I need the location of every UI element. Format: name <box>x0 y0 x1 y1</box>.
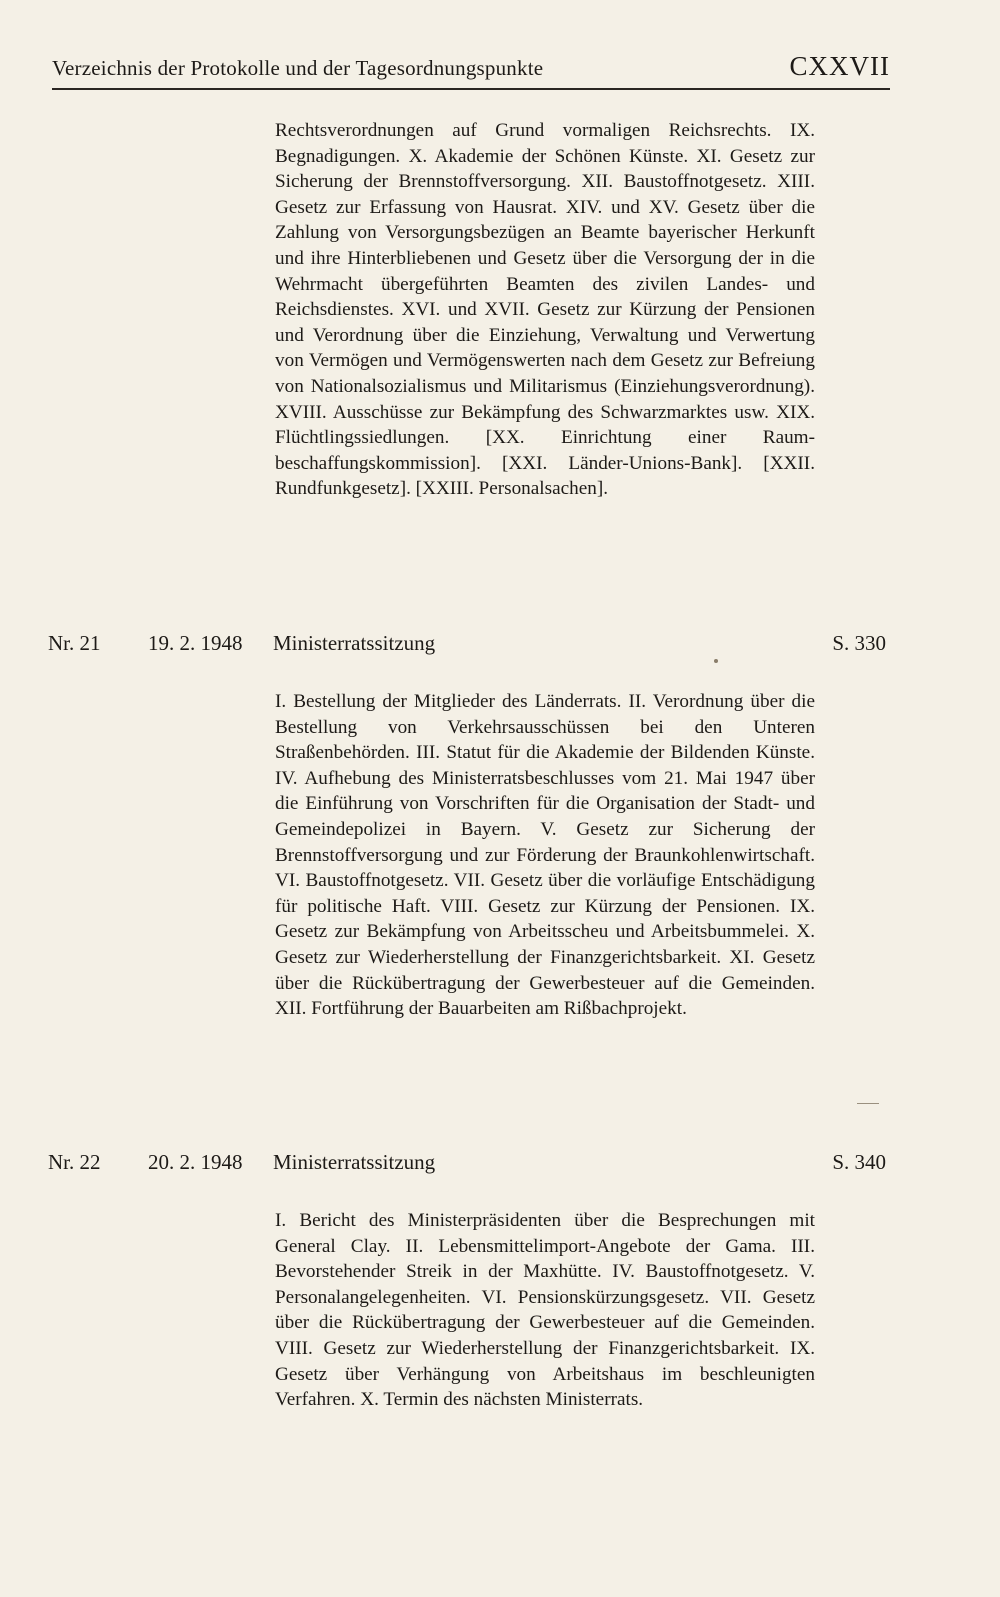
entry-number: Nr. 22 <box>48 1150 101 1174</box>
entry-page: S. 330 <box>832 631 886 655</box>
entry-title: Ministerratssitzung <box>273 1150 436 1174</box>
entry-row-nr21 <box>48 631 886 661</box>
entry-agenda-nr21: I. Bestellung der Mitglieder des Länderrats. II. Verordnung über die Bestellung von Verkehrsausschüssen bei den Unteren Straßenbehörden. III. Statut für die Akademie der Bildenden Künste. IV. Aufhebung des Ministerratsbeschlusses vom 21. Mai 1947 über die Einführung von Vorschriften für die Organisation der Stadt- und Gemeindepolizei in Bayern. V. Gesetz zur Sicherung der Brennstoffversorgung und zur Förderung der Braunkohlenwirtschaft. VI. Baustoffnotgesetz. VII. Gesetz über die vorläufige Entschädigung für politische Haft. VIII. Gesetz zur Kürzung der Pensionen. IX. Gesetz zur Bekämpfung von Arbeitsscheu und Arbeitsbummelei. X. Gesetz zur Wiederherstellung der Finanzgerichtsbarkeit. XI. Gesetz über die Rückübertragung der Gewerbesteuer auf die Gemeinden. XII. Fortführung der Bauarbeiten am Rißbachprojekt. <box>275 691 815 1020</box>
margin-dash <box>857 1103 879 1104</box>
entry-page: S. 340 <box>832 1150 886 1174</box>
running-title: Verzeichnis der Protokolle und der Tagesordnungspunkte <box>52 56 544 80</box>
entry-title: Ministerratssitzung <box>273 631 436 655</box>
entry-date: 19. 2. 1948 <box>148 631 243 655</box>
entry-date: 20. 2. 1948 <box>148 1150 243 1174</box>
entry-agenda-nr22: I. Bericht des Ministerpräsidenten über die Besprechungen mit General Clay. II. Lebensmittelimport-Angebote der Gama. III. Bevorstehender Streik in der Maxhütte. IV. Baustoffnotgesetz. V. Personalangelegenheiten. VI. Pensionskürzungsgesetz. VII. Gesetz über die Rückübertragung der Gewerbesteuer auf die Gemeinden. VIII. Gesetz zur Wiederherstellung der Finanzgerichtsbarkeit. IX. Gesetz über Verhängung von Arbeitshaus im beschleunigten Verfahren. X. Termin des nächsten Ministerrats. <box>275 1210 815 1411</box>
continuation-text: Rechtsverordnungen auf Grund vormaligen Reichsrechts. IX. Begnadigungen. X. Akademie der Schönen Künste. XI. Gesetz zur Sicherung der Brennstoffversorgung. XII. Baustoffnotgesetz. XIII. Gesetz zur Erfassung von Hausrat. XIV. und XV. Gesetz über die Zahlung von Versorgungsbezügen an Beamte bayerischer Herkunft und ihre Hinterbliebenen und Gesetz über die Versorgung der in die Wehrmacht übergeführten Beamten des zivilen Landes- und Reichsdienstes. XVI. und XVII. Gesetz zur Kürzung der Pensionen und Verordnung über die Einziehung, Verwaltung und Verwertung von Vermögen und Vermögenswerten nach dem Gesetz zur Befreiung von Nationalsozialismus und Militarismus (Einziehungsverordnung). XVIII. Ausschüsse zur Bekämpfung des Schwarzmarktes usw. XIX. Flüchtlingssiedlungen. [XX. Einrichtung einer Raumbeschaffungskommission]. [XXI. Länder-Unions-Bank]. [XXII. Rundfunkgesetz]. [XXIII. Personalsachen]. <box>275 120 815 500</box>
printing-speck <box>714 659 718 663</box>
page-header <box>52 48 890 90</box>
entry-number: Nr. 21 <box>48 631 101 655</box>
entry-row-nr22 <box>48 1150 886 1180</box>
page-number: CXXVII <box>789 51 890 81</box>
